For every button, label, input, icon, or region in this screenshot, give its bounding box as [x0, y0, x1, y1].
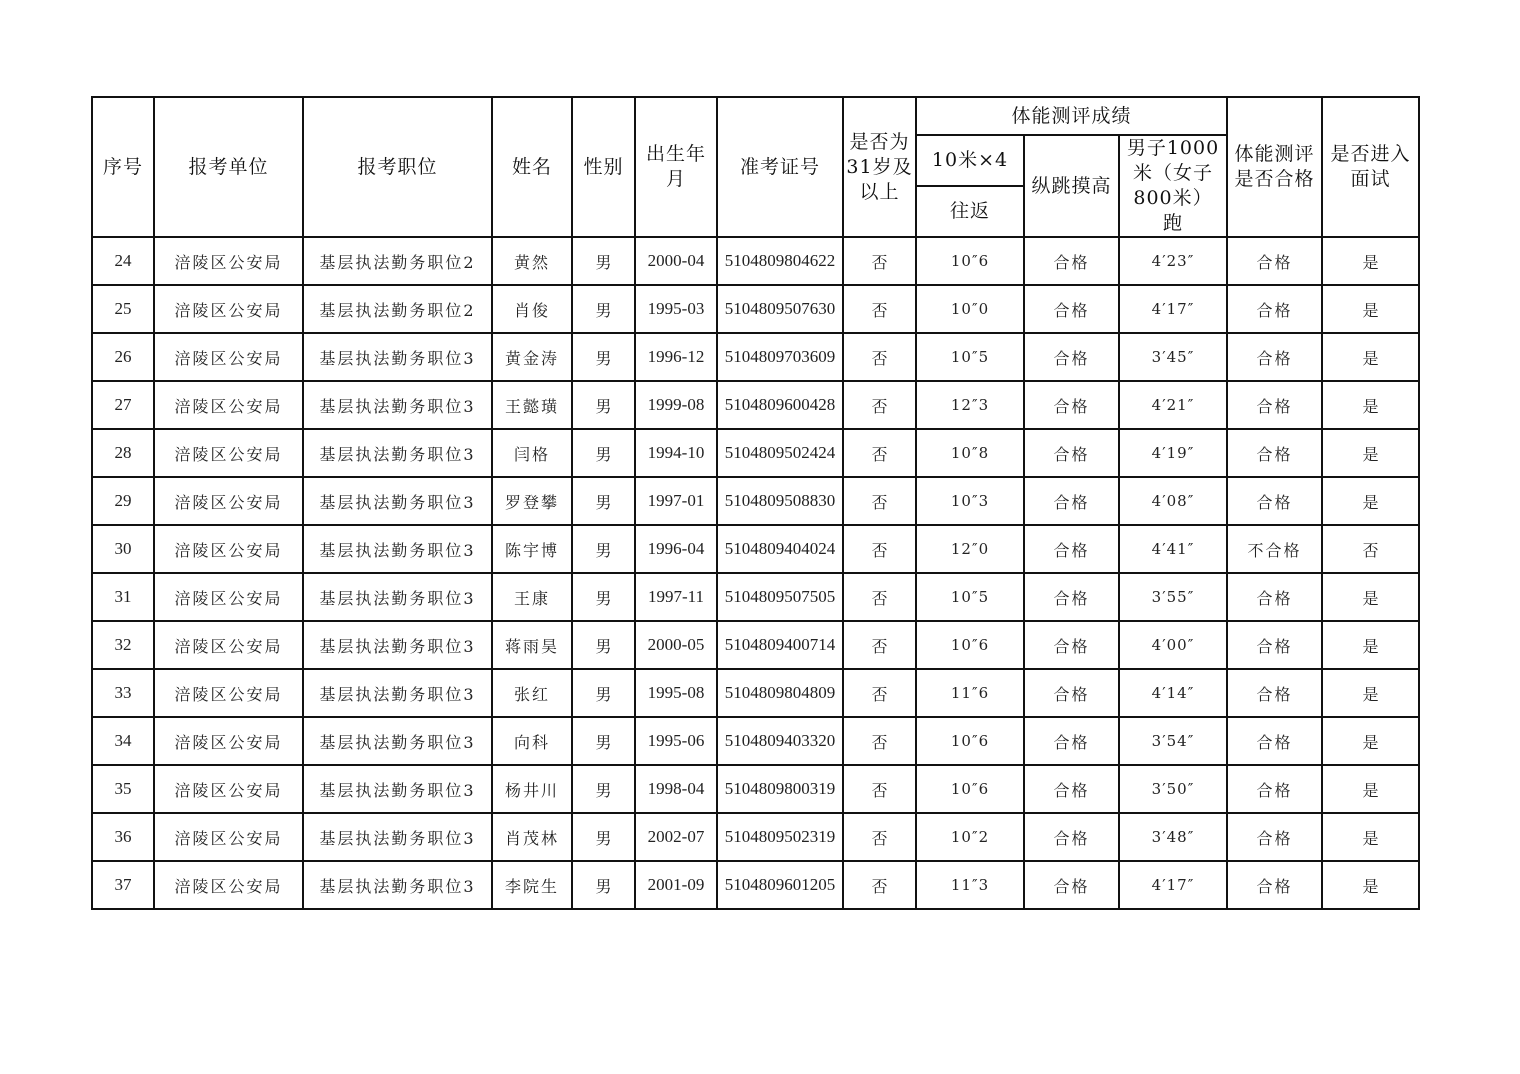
cell-birth: 2000-04	[635, 237, 717, 285]
cell-seq: 29	[92, 477, 154, 525]
cell-over31: 否	[843, 285, 916, 333]
cell-birth: 1999-08	[635, 381, 717, 429]
cell-run: 4′08″	[1119, 477, 1227, 525]
header-position: 报考职位	[303, 97, 492, 237]
cell-jump: 合格	[1024, 717, 1119, 765]
cell-shuttle: 12″0	[916, 525, 1024, 573]
cell-name: 黄金涛	[492, 333, 572, 381]
cell-interview: 是	[1322, 381, 1419, 429]
cell-name: 陈宇博	[492, 525, 572, 573]
header-pass: 体能测评是否合格	[1227, 97, 1322, 237]
table-row	[92, 573, 1419, 621]
cell-jump: 合格	[1024, 765, 1119, 813]
cell-position: 基层执法勤务职位3	[303, 477, 492, 525]
cell-over31: 否	[843, 861, 916, 909]
header-shuttle-top: 10米×4	[916, 135, 1024, 186]
cell-ticket: 5104809507630	[717, 285, 843, 333]
cell-pass: 合格	[1227, 861, 1322, 909]
cell-gender: 男	[572, 621, 635, 669]
cell-seq: 30	[92, 525, 154, 573]
cell-seq: 36	[92, 813, 154, 861]
cell-over31: 否	[843, 477, 916, 525]
cell-ticket: 5104809502319	[717, 813, 843, 861]
table-row	[92, 861, 1419, 909]
header-over31: 是否为31岁及以上	[843, 97, 916, 237]
cell-unit: 涪陵区公安局	[154, 669, 303, 717]
cell-name: 黄然	[492, 237, 572, 285]
cell-gender: 男	[572, 861, 635, 909]
cell-shuttle: 10″3	[916, 477, 1024, 525]
table-row	[92, 333, 1419, 381]
cell-pass: 合格	[1227, 621, 1322, 669]
cell-shuttle: 11″6	[916, 669, 1024, 717]
cell-over31: 否	[843, 765, 916, 813]
cell-over31: 否	[843, 621, 916, 669]
cell-name: 王康	[492, 573, 572, 621]
cell-jump: 合格	[1024, 621, 1119, 669]
cell-unit: 涪陵区公安局	[154, 717, 303, 765]
cell-position: 基层执法勤务职位3	[303, 381, 492, 429]
header-gender: 性别	[572, 97, 635, 237]
header-name: 姓名	[492, 97, 572, 237]
table-row	[92, 621, 1419, 669]
cell-over31: 否	[843, 333, 916, 381]
cell-position: 基层执法勤务职位3	[303, 429, 492, 477]
cell-gender: 男	[572, 813, 635, 861]
cell-gender: 男	[572, 285, 635, 333]
header-fitness-group: 体能测评成绩	[916, 97, 1227, 135]
cell-birth: 1998-04	[635, 765, 717, 813]
cell-unit: 涪陵区公安局	[154, 813, 303, 861]
cell-run: 4′41″	[1119, 525, 1227, 573]
cell-over31: 否	[843, 237, 916, 285]
cell-pass: 合格	[1227, 765, 1322, 813]
cell-gender: 男	[572, 477, 635, 525]
cell-birth: 2002-07	[635, 813, 717, 861]
cell-unit: 涪陵区公安局	[154, 237, 303, 285]
cell-name: 杨井川	[492, 765, 572, 813]
cell-over31: 否	[843, 573, 916, 621]
cell-shuttle: 12″3	[916, 381, 1024, 429]
table-row	[92, 429, 1419, 477]
cell-name: 肖茂林	[492, 813, 572, 861]
table-row	[92, 813, 1419, 861]
cell-pass: 合格	[1227, 381, 1322, 429]
cell-position: 基层执法勤务职位3	[303, 573, 492, 621]
cell-gender: 男	[572, 333, 635, 381]
cell-interview: 是	[1322, 429, 1419, 477]
cell-unit: 涪陵区公安局	[154, 525, 303, 573]
cell-shuttle: 10″6	[916, 765, 1024, 813]
cell-birth: 1995-08	[635, 669, 717, 717]
cell-gender: 男	[572, 765, 635, 813]
cell-position: 基层执法勤务职位3	[303, 861, 492, 909]
cell-pass: 合格	[1227, 285, 1322, 333]
cell-seq: 33	[92, 669, 154, 717]
cell-birth: 2000-05	[635, 621, 717, 669]
cell-gender: 男	[572, 573, 635, 621]
cell-seq: 25	[92, 285, 154, 333]
cell-shuttle: 10″5	[916, 573, 1024, 621]
header-birth: 出生年月	[635, 97, 717, 237]
cell-birth: 1995-06	[635, 717, 717, 765]
cell-shuttle: 10″0	[916, 285, 1024, 333]
cell-run: 4′17″	[1119, 861, 1227, 909]
cell-jump: 合格	[1024, 237, 1119, 285]
cell-birth: 1994-10	[635, 429, 717, 477]
cell-shuttle: 10″8	[916, 429, 1024, 477]
cell-name: 张红	[492, 669, 572, 717]
fitness-results-table	[91, 96, 1420, 910]
cell-ticket: 5104809800319	[717, 765, 843, 813]
cell-seq: 24	[92, 237, 154, 285]
cell-run: 3′55″	[1119, 573, 1227, 621]
cell-unit: 涪陵区公安局	[154, 477, 303, 525]
cell-interview: 是	[1322, 621, 1419, 669]
header-ticket: 准考证号	[717, 97, 843, 237]
cell-shuttle: 10″6	[916, 717, 1024, 765]
cell-seq: 37	[92, 861, 154, 909]
cell-over31: 否	[843, 381, 916, 429]
cell-position: 基层执法勤务职位3	[303, 621, 492, 669]
cell-pass: 合格	[1227, 237, 1322, 285]
cell-position: 基层执法勤务职位3	[303, 717, 492, 765]
cell-jump: 合格	[1024, 573, 1119, 621]
cell-run: 3′45″	[1119, 333, 1227, 381]
header-seq: 序号	[92, 97, 154, 237]
cell-unit: 涪陵区公安局	[154, 333, 303, 381]
cell-shuttle: 10″5	[916, 333, 1024, 381]
cell-unit: 涪陵区公安局	[154, 621, 303, 669]
cell-seq: 32	[92, 621, 154, 669]
cell-interview: 是	[1322, 477, 1419, 525]
cell-name: 罗登攀	[492, 477, 572, 525]
cell-position: 基层执法勤务职位2	[303, 285, 492, 333]
cell-unit: 涪陵区公安局	[154, 381, 303, 429]
header-unit: 报考单位	[154, 97, 303, 237]
cell-jump: 合格	[1024, 285, 1119, 333]
cell-pass: 不合格	[1227, 525, 1322, 573]
cell-over31: 否	[843, 525, 916, 573]
cell-ticket: 5104809804622	[717, 237, 843, 285]
cell-ticket: 5104809804809	[717, 669, 843, 717]
cell-gender: 男	[572, 381, 635, 429]
cell-interview: 是	[1322, 861, 1419, 909]
cell-position: 基层执法勤务职位3	[303, 765, 492, 813]
cell-interview: 是	[1322, 237, 1419, 285]
cell-position: 基层执法勤务职位3	[303, 333, 492, 381]
cell-ticket: 5104809703609	[717, 333, 843, 381]
cell-interview: 是	[1322, 285, 1419, 333]
cell-ticket: 5104809600428	[717, 381, 843, 429]
cell-seq: 35	[92, 765, 154, 813]
cell-run: 4′21″	[1119, 381, 1227, 429]
table-row	[92, 765, 1419, 813]
cell-gender: 男	[572, 669, 635, 717]
cell-over31: 否	[843, 717, 916, 765]
cell-run: 3′50″	[1119, 765, 1227, 813]
cell-ticket: 5104809502424	[717, 429, 843, 477]
cell-ticket: 5104809601205	[717, 861, 843, 909]
cell-birth: 1995-03	[635, 285, 717, 333]
cell-interview: 是	[1322, 669, 1419, 717]
cell-pass: 合格	[1227, 429, 1322, 477]
cell-unit: 涪陵区公安局	[154, 861, 303, 909]
cell-over31: 否	[843, 669, 916, 717]
cell-run: 4′19″	[1119, 429, 1227, 477]
cell-shuttle: 10″6	[916, 621, 1024, 669]
cell-position: 基层执法勤务职位3	[303, 669, 492, 717]
cell-interview: 是	[1322, 573, 1419, 621]
cell-shuttle: 10″6	[916, 237, 1024, 285]
cell-gender: 男	[572, 237, 635, 285]
cell-ticket: 5104809400714	[717, 621, 843, 669]
cell-shuttle: 11″3	[916, 861, 1024, 909]
cell-gender: 男	[572, 525, 635, 573]
cell-jump: 合格	[1024, 381, 1119, 429]
table-row	[92, 669, 1419, 717]
cell-pass: 合格	[1227, 717, 1322, 765]
cell-ticket: 5104809507505	[717, 573, 843, 621]
cell-pass: 合格	[1227, 813, 1322, 861]
cell-unit: 涪陵区公安局	[154, 573, 303, 621]
table-row	[92, 237, 1419, 285]
cell-position: 基层执法勤务职位3	[303, 813, 492, 861]
cell-interview: 是	[1322, 813, 1419, 861]
cell-run: 4′23″	[1119, 237, 1227, 285]
cell-pass: 合格	[1227, 573, 1322, 621]
table-row	[92, 477, 1419, 525]
table-header	[92, 97, 1419, 237]
cell-jump: 合格	[1024, 669, 1119, 717]
table-row	[92, 381, 1419, 429]
cell-seq: 27	[92, 381, 154, 429]
table-row	[92, 525, 1419, 573]
table-body	[92, 237, 1419, 909]
cell-birth: 2001-09	[635, 861, 717, 909]
cell-name: 王懿璜	[492, 381, 572, 429]
header-shuttle-bottom: 往返	[916, 186, 1024, 237]
table-row	[92, 285, 1419, 333]
cell-jump: 合格	[1024, 429, 1119, 477]
cell-name: 肖俊	[492, 285, 572, 333]
cell-seq: 26	[92, 333, 154, 381]
cell-run: 3′48″	[1119, 813, 1227, 861]
cell-jump: 合格	[1024, 861, 1119, 909]
cell-run: 4′17″	[1119, 285, 1227, 333]
cell-name: 李院生	[492, 861, 572, 909]
cell-name: 向科	[492, 717, 572, 765]
cell-pass: 合格	[1227, 477, 1322, 525]
cell-birth: 1997-11	[635, 573, 717, 621]
cell-gender: 男	[572, 717, 635, 765]
cell-unit: 涪陵区公安局	[154, 429, 303, 477]
cell-run: 3′54″	[1119, 717, 1227, 765]
cell-pass: 合格	[1227, 669, 1322, 717]
table-row	[92, 717, 1419, 765]
cell-gender: 男	[572, 429, 635, 477]
cell-birth: 1996-04	[635, 525, 717, 573]
cell-run: 4′00″	[1119, 621, 1227, 669]
cell-jump: 合格	[1024, 477, 1119, 525]
cell-jump: 合格	[1024, 813, 1119, 861]
cell-unit: 涪陵区公安局	[154, 285, 303, 333]
header-jump: 纵跳摸高	[1024, 135, 1119, 237]
cell-shuttle: 10″2	[916, 813, 1024, 861]
cell-seq: 28	[92, 429, 154, 477]
cell-seq: 31	[92, 573, 154, 621]
cell-position: 基层执法勤务职位2	[303, 237, 492, 285]
cell-birth: 1996-12	[635, 333, 717, 381]
cell-pass: 合格	[1227, 333, 1322, 381]
cell-jump: 合格	[1024, 525, 1119, 573]
cell-run: 4′14″	[1119, 669, 1227, 717]
cell-name: 闫格	[492, 429, 572, 477]
cell-name: 蒋雨昊	[492, 621, 572, 669]
cell-ticket: 5104809403320	[717, 717, 843, 765]
cell-over31: 否	[843, 429, 916, 477]
cell-interview: 是	[1322, 333, 1419, 381]
header-interview: 是否进入面试	[1322, 97, 1419, 237]
cell-seq: 34	[92, 717, 154, 765]
cell-jump: 合格	[1024, 333, 1119, 381]
cell-ticket: 5104809508830	[717, 477, 843, 525]
cell-position: 基层执法勤务职位3	[303, 525, 492, 573]
cell-unit: 涪陵区公安局	[154, 765, 303, 813]
cell-interview: 是	[1322, 765, 1419, 813]
header-run: 男子1000米（女子800米）跑	[1119, 135, 1227, 237]
cell-interview: 否	[1322, 525, 1419, 573]
cell-ticket: 5104809404024	[717, 525, 843, 573]
cell-interview: 是	[1322, 717, 1419, 765]
cell-birth: 1997-01	[635, 477, 717, 525]
cell-over31: 否	[843, 813, 916, 861]
